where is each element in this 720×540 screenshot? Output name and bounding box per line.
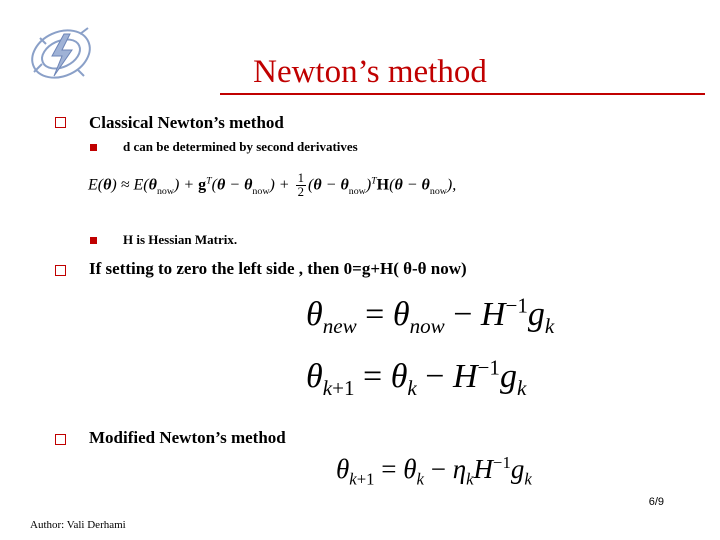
page-number: 6/9 [648,496,664,508]
sub-bullet-icon [90,144,97,151]
theta-k-plus-1-equation: $\theta_{k+1} = \theta_k - H^{-1}g_k$ [306,355,527,400]
bullet-square-icon [55,434,66,445]
theta-new-equation: $\theta_{new} = \theta_{now} - H^{-1}g_k$ [306,293,555,338]
modified-newton-equation: $\theta_{k+1} = \theta_k - \eta_kH^{-1}g_k$ [336,453,532,489]
sub-bullet-second-derivatives: d can be determined by second derivatives [123,139,358,154]
bullet-setting-zero: If setting to zero the left side , then 0=g+H( θ-θ now) [89,259,467,278]
bullet-square-icon [55,265,66,276]
slide-title: Newton’s method [253,54,487,90]
author-footer: Author: Vali Derhami [30,519,126,531]
title-underline [220,93,705,95]
bullet-modified-newton: Modified Newton’s method [89,428,286,447]
sub-bullet-icon [90,237,97,244]
quadratic-approximation-equation: $E(\theta) \approx E(\theta_{now}) + g^T(\theta - \theta_{now})$ + $\frac{1}{2}$ $(\theta - \theta_{now})^TH(\theta - \theta_{now})$, [88,171,457,200]
bullet-square-icon [55,117,66,128]
bullet-classical-newton: Classical Newton’s method [89,113,284,132]
sub-bullet-hessian: H is Hessian Matrix. [123,232,238,247]
